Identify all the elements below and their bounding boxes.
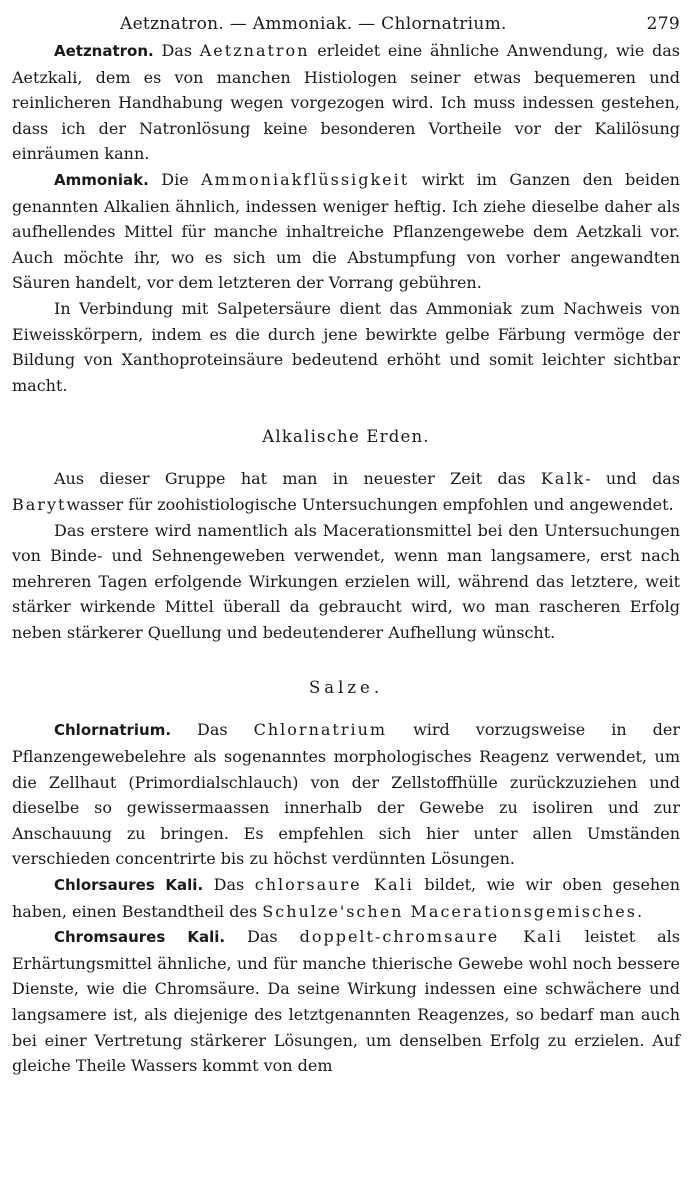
term-chromsaures-kali: Chromsaures Kali. — [54, 928, 226, 947]
heading-alkalische-erden: Alkalische Erden. — [262, 427, 430, 447]
text-fragment: Das — [203, 875, 255, 895]
term-ammoniak: Ammoniak. — [54, 170, 149, 189]
spaced-term: chlorsaure Kali — [254, 875, 414, 895]
paragraph-chlorsaures-kali — [12, 872, 680, 924]
term-chlorsaures-kali: Chlorsaures Kali. — [54, 876, 204, 895]
paragraph-ammoniak — [12, 167, 680, 296]
book-page — [12, 12, 680, 1079]
spaced-term: doppelt-chromsaure Kali — [299, 927, 563, 947]
text-fragment: erleidet eine ähnliche Anwendung, wie das Aetzkali, dem es von manchen Histiologen seiner etwas bequemeren und reinlicheren Handhabung wegen vorgezogen wird. Ich muss indessen gestehen, dass ich der Natronlösung keine besonderen Vortheile vor der Kalilösung einräumen kann. — [12, 41, 681, 164]
spaced-term: Aetznatron — [199, 41, 310, 60]
running-head — [12, 12, 680, 38]
heading-salze: Salze. — [308, 678, 384, 698]
text-fragment: Die — [148, 169, 202, 189]
spaced-term: Kalk — [540, 469, 586, 489]
running-head-title: Aetznatron. — Ammoniak. — Chlornatrium. — [120, 14, 507, 34]
paragraph-chromsaures-kali — [12, 924, 680, 1079]
paragraph-ammoniak-2: In Verbindung mit Salpetersäure dient das Ammoniak zum Nachweis von Eiweisskörpern, indem es die durch jene bewirkte gelbe Färbung vermöge der Bildung von Xanthoproteinsäure bedeutend erhöht und somit leichter sichtbar macht. — [12, 298, 680, 395]
term-chlornatrium: Chlornatrium. — [54, 721, 172, 740]
text-fragment: Das — [225, 927, 300, 947]
text-fragment: - und das — [585, 469, 681, 489]
paragraph-aetznatron — [12, 38, 680, 167]
text-fragment: wasser für zoohistiologische Untersuchungen empfohlen und angewendet. — [66, 494, 674, 514]
spaced-term: Chlornatrium — [253, 720, 388, 740]
text-fragment: wirkt im Ganzen den beiden genannten Alkalien ähnlich, indessen weniger heftig. Ich ziehe dieselbe daher als aufhellendes Mittel für manche inhaltreiche Pflanzengewebe dem Aetzkali vor. Auch möchte ihr, wo es sich um die Abstumpfung von vorher angewandten Säuren handelt, vor dem letzteren der Vorrang gebühren. — [12, 169, 680, 293]
text-fragment: leistet als Erhärtungsmittel ähnliche, und für manche thierische Gewebe wohl noch bessere Dienste, wie die Chromsäure. Da seine Wirkung indessen eine schwächere und langsamere ist, als diejenige des letztgenannten Reagenzes, so bedarf man auch bei einer Vertretung stärkerer Lösungen, um denselben Erfolg zu erzielen. Auf gleiche Theile Wassers kommt von dem — [12, 927, 681, 1076]
spaced-term: Baryt — [12, 494, 67, 514]
text-fragment: wird vorzugsweise in der Pflanzengewebelehre als sogenanntes morphologisches Reagenz verwendet, um die Zellhaut (Primordialschlauch) von der Zellstoffhülle zurückzuziehen und dieselbe so gewissermaassen innerhalb der Gewebe zu isoliren und zur Anschauung zu bringen. Es empfehlen sich hier unter allen Umständen verschieden concentrirte bis zu höchst verdünnten Lösungen. — [12, 720, 681, 869]
spaced-term: Schulze'schen Macerationsgemisches. — [262, 901, 645, 921]
paragraph-erden-1 — [12, 466, 680, 517]
text-fragment: Aus dieser Gruppe hat man in neuester Zeit das — [54, 469, 541, 489]
paragraph-chlornatrium — [12, 717, 680, 872]
page-number: 279 — [646, 14, 680, 34]
text-fragment: bildet, wie wir oben gesehen haben, einen Bestandtheil des — [12, 875, 681, 921]
paragraph-erden-2: Das erstere wird namentlich als Macerationsmittel bei den Untersuchungen von Binde- und Sehnengeweben verwendet, wenn man langsamere, erst nach mehreren Tagen erfolgende Wirkungen erzielen will, während das letztere, weit stärker wirkende Mittel überall da gebraucht wird, wo man rascheren Erfolg neben stärkerer Quellung und bedeutenderer Aufhellung wünscht. — [12, 520, 680, 642]
spaced-term: Ammoniakflüssigkeit — [201, 169, 410, 189]
text-fragment: Das — [171, 720, 254, 740]
term-aetznatron: Aetznatron. — [54, 42, 154, 60]
text-fragment: Das — [153, 41, 200, 60]
